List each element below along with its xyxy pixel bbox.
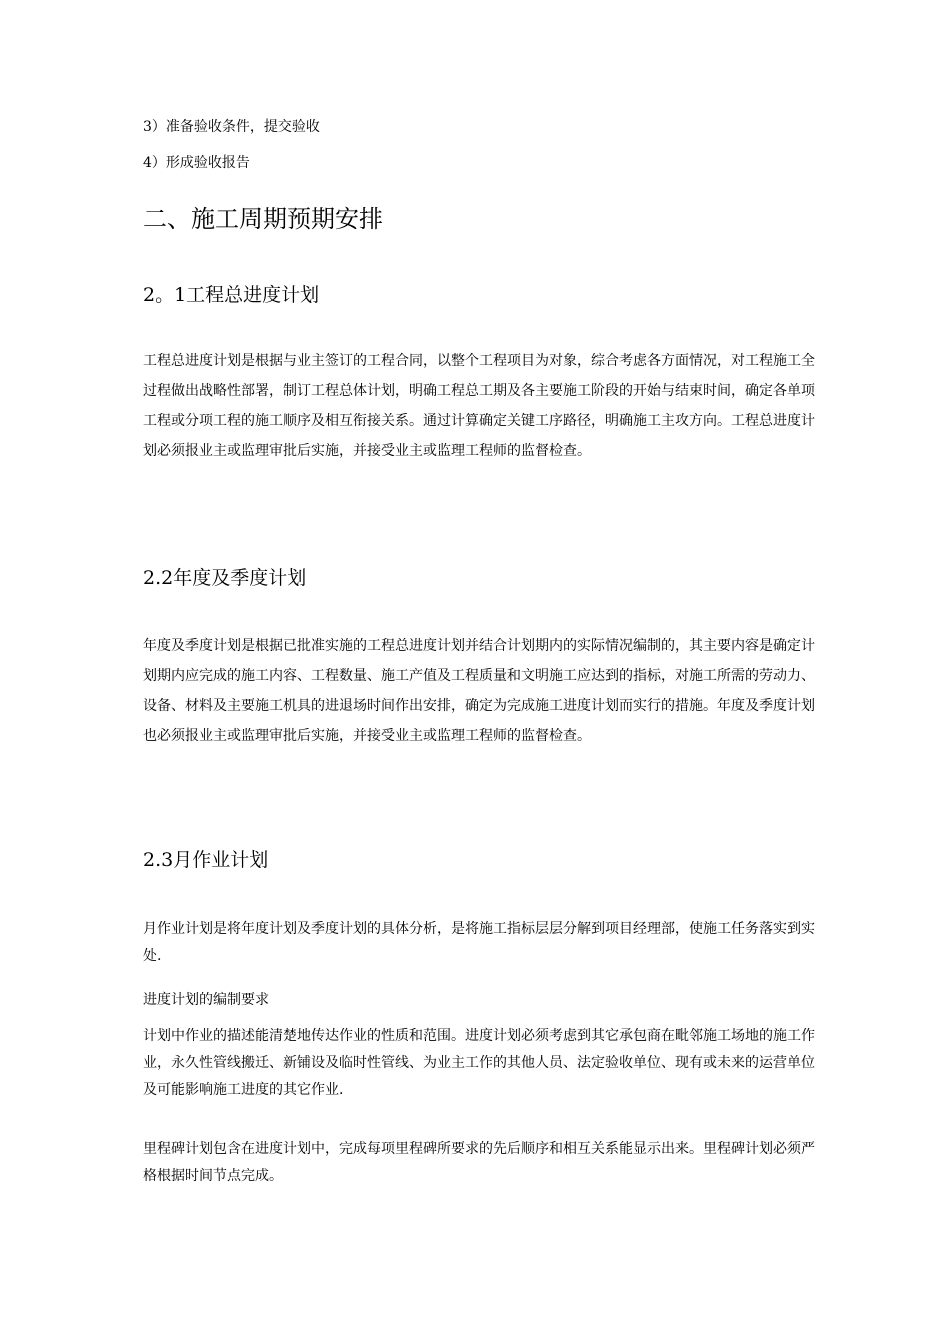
subsection-heading-2-3: 2.3月作业计划 bbox=[143, 849, 269, 871]
paragraph-requirements: 计划中作业的描述能清楚地传达作业的性质和范围。进度计划必须考虑到其它承包商在毗邻施工场地的施工作业，永久性管线搬迁、新铺设及临时性管线、为业主工作的其他人员、法定验收单位、现有或未来的运营单位及可能影响施工进度的其它作业. bbox=[143, 1028, 815, 1098]
paragraph-2-2: 年度及季度计划是根据已批准实施的工程总进度计划并结合计划期内的实际情况编制的，其主要内容是确定计划期内应完成的施工内容、工程数量、施工产值及工程质量和文明施工应达到的指标，对施工所需的劳动力、设备、材料及主要施工机具的进退场时间作出安排，确定为完成施工进度计划而实行的措施。年度及季度计划也必须报业主或监理审批后实施，并接受业主或监理工程师的监督检查。 bbox=[143, 638, 815, 744]
paragraph-2-3-intro: 月作业计划是将年度计划及季度计划的具体分析，是将施工指标层层分解到项目经理部，使施工任务落实到实处. bbox=[143, 921, 815, 964]
list-item-3: 3）准备验收条件，提交验收 bbox=[143, 119, 320, 135]
paragraph-milestones: 里程碑计划包含在进度计划中，完成每项里程碑所要求的先后顺序和相互关系能显示出来。里程碑计划必须严格根据时间节点完成。 bbox=[143, 1141, 815, 1184]
list-item-4: 4）形成验收报告 bbox=[143, 155, 250, 171]
subsection-heading-2-1: 2。1工程总进度计划 bbox=[143, 284, 320, 306]
requirements-title: 进度计划的编制要求 bbox=[143, 992, 269, 1008]
section-title: 二、施工周期预期安排 bbox=[143, 205, 383, 233]
paragraph-2-1: 工程总进度计划是根据与业主签订的工程合同，以整个工程项目为对象，综合考虑各方面情况，对工程施工全过程做出战略性部署，制订工程总体计划，明确工程总工期及各主要施工阶段的开始与结束时间，确定各单项工程或分项工程的施工顺序及相互衔接关系。通过计算确定关键工序路径，明确施工主攻方向。工程总进度计划必须报业主或监理审批后实施，并接受业主或监理工程师的监督检查。 bbox=[143, 353, 815, 459]
subsection-heading-2-2: 2.2年度及季度计划 bbox=[143, 567, 307, 589]
